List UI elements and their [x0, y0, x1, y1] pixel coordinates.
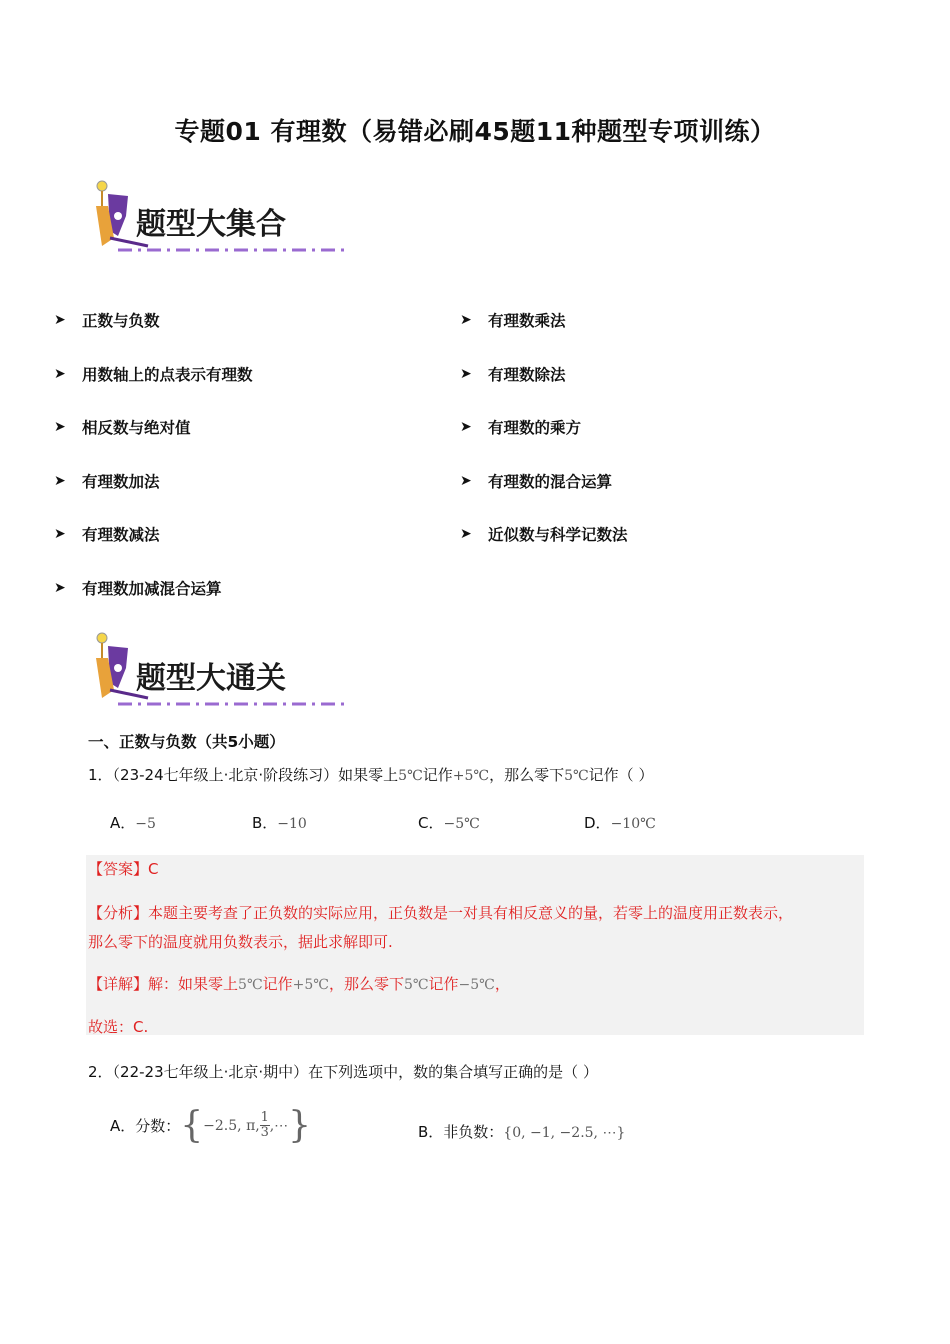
- arrow-bullet-icon: ➤: [460, 366, 472, 382]
- detail-line: 【详解】解：如果零上5℃记作+5℃，那么零下5℃记作−5℃，: [88, 975, 510, 993]
- topic-item[interactable]: ➤ 正数与负数: [54, 312, 160, 330]
- arrow-bullet-icon: ➤: [460, 473, 472, 489]
- question-1: 1．（23-24七年级上·北京·阶段练习）如果零上5℃记作+5℃，那么零下5℃记作（ ）: [88, 766, 654, 784]
- q1-option-a[interactable]: A．−5: [110, 814, 156, 832]
- topic-item[interactable]: ➤ 有理数加法: [54, 473, 160, 491]
- left-brace: {: [180, 1105, 204, 1146]
- arrow-bullet-icon: ➤: [460, 312, 472, 328]
- arrow-bullet-icon: ➤: [54, 419, 66, 435]
- topic-item[interactable]: ➤ 有理数减法: [54, 526, 160, 544]
- choice-line: 故选：C.: [88, 1018, 149, 1036]
- topic-item[interactable]: ➤ 有理数的乘方: [460, 419, 582, 437]
- topic-item[interactable]: ➤ 用数轴上的点表示有理数: [54, 366, 253, 384]
- answer-line: 【答案】C: [88, 860, 159, 878]
- topic-item[interactable]: ➤ 有理数加减混合运算: [54, 580, 222, 598]
- topic-item[interactable]: ➤ 有理数乘法: [460, 312, 566, 330]
- analysis-line-2: 那么零下的温度就用负数表示，据此求解即可.: [88, 933, 393, 951]
- topic-item[interactable]: ➤ 相反数与绝对值: [54, 419, 191, 437]
- arrow-bullet-icon: ➤: [54, 473, 66, 489]
- page-title: 专题01 有理数（易错必刷45题11种题型专项训练）: [174, 117, 776, 146]
- banner-collection: [88, 176, 353, 261]
- q2-option-a[interactable]: A．分数： { −2.5, π, $\frac{1}{3}$ ,⋯ }: [110, 1105, 312, 1146]
- arrow-bullet-icon: ➤: [54, 526, 66, 542]
- q1-option-b[interactable]: B．−10: [252, 814, 307, 832]
- wizard-icon: [88, 176, 353, 261]
- topic-item[interactable]: ➤ 近似数与科学记数法: [460, 526, 628, 544]
- q1-option-c[interactable]: C．−5℃: [418, 814, 480, 832]
- question-2: 2．（22-23七年级上·北京·期中）在下列选项中，数的集合填写正确的是（ ）: [88, 1063, 598, 1081]
- q2-option-b[interactable]: B．非负数：{0, −1, −2.5, ⋯}: [418, 1123, 626, 1141]
- right-brace: }: [288, 1105, 312, 1146]
- section-heading: 一、正数与负数（共5小题）: [88, 733, 285, 751]
- arrow-bullet-icon: ➤: [54, 366, 66, 382]
- topic-item[interactable]: ➤ 有理数的混合运算: [460, 473, 613, 491]
- arrow-bullet-icon: ➤: [460, 526, 472, 542]
- topic-item[interactable]: ➤ 有理数除法: [460, 366, 566, 384]
- arrow-bullet-icon: ➤: [54, 580, 66, 596]
- svg-text:题型大集合: 题型大集合: [136, 207, 286, 242]
- q1-option-d[interactable]: D．−10℃: [584, 814, 656, 832]
- arrow-bullet-icon: ➤: [460, 419, 472, 435]
- fraction: $\frac{1}{3}$: [260, 1110, 269, 1140]
- banner-pass: [88, 628, 353, 713]
- wizard-icon: [88, 628, 353, 713]
- analysis-line-1: 【分析】本题主要考查了正负数的实际应用，正负数是一对具有相反意义的量，若零上的温度用正数表示，: [88, 904, 794, 922]
- arrow-bullet-icon: ➤: [54, 312, 66, 328]
- svg-text:题型大通关: 题型大通关: [136, 661, 286, 696]
